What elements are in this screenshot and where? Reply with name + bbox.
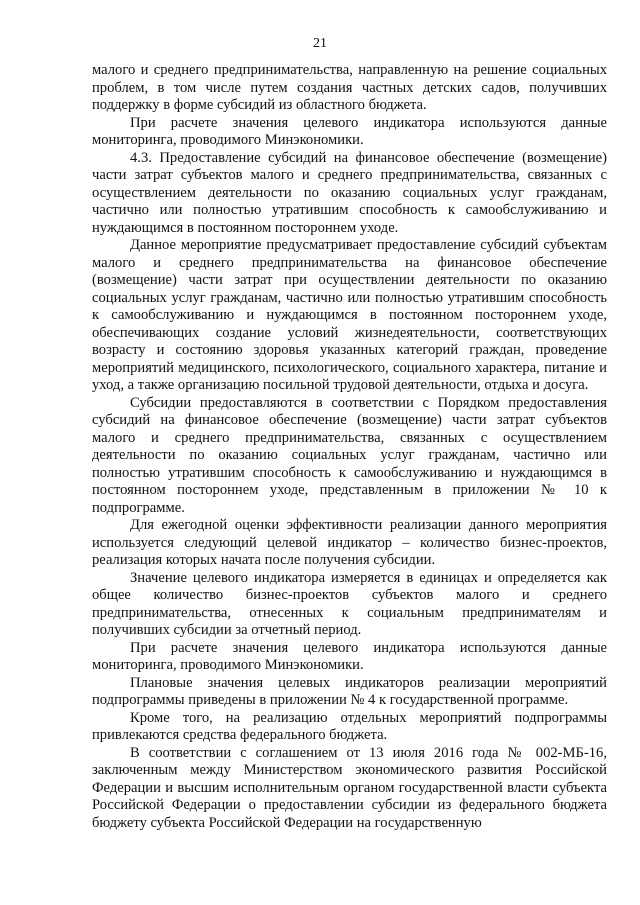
paragraph-2: При расчете значения целевого индикатора используются данные мониторинга, проводимого Минэкономики.: [92, 114, 607, 148]
document-body: [92, 62, 607, 832]
paragraph-6: Для ежегодной оценки эффективности реализации данного мероприятия используется следующий целевой индикатор – количество бизнес-проектов, реализация которых начата после получения субсидии.: [92, 517, 607, 568]
paragraph-4: Данное мероприятие предусматривает предоставление субсидий субъектам малого и среднего предпринимательства на финансовое обеспечение (возмещение) части затрат при осуществлении деятельности по оказанию социальных услуг гражданам, частично или полностью утратившим способность к самообслуживанию и нуждающимся в постоянном постороннем уходе, обеспечивающих создание условий жизнедеятельности, соответствующих возрасту и состоянию здоровья указанных категорий граждан, проведение мероприятий медицинского, психологического, социального характера, питание и уход, а также организацию посильной трудовой деятельности, отдыха и досуга.: [92, 237, 607, 393]
paragraph-8: При расчете значения целевого индикатора используются данные мониторинга, проводимого Минэкономики.: [92, 639, 607, 673]
paragraph-1: малого и среднего предпринимательства, направленную на решение социальных проблем, в том числе путем создания частных детских садов, получивших поддержку в форме субсидий из областного бюджета.: [92, 62, 607, 113]
paragraph-9: Плановые значения целевых индикаторов реализации мероприятий подпрограммы приведены в приложении № 4 к государственной программе.: [92, 674, 607, 708]
page-number: 21: [313, 36, 327, 51]
paragraph-7: Значение целевого индикатора измеряется в единицах и определяется как общее количество бизнес-проектов субъектов малого и среднего предпринимательства, отнесенных к социальным предпринимателям и получивших субсидии за отчетный период.: [92, 569, 607, 638]
paragraph-10: Кроме того, на реализацию отдельных мероприятий подпрограммы привлекаются средства федерального бюджета.: [92, 709, 607, 743]
paragraph-3: 4.3. Предоставление субсидий на финансовое обеспечение (возмещение) части затрат субъектов малого и среднего предпринимательства, связанных с осуществлением деятельности по оказанию социальных услуг гражданам, частично или полностью утратившим способность к самообслуживанию и нуждающимся в постоянном постороннем уходе.: [92, 149, 607, 236]
paragraph-5: Субсидии предоставляются в соответствии с Порядком предоставления субсидий на финансовое обеспечение (возмещение) части затрат субъектов малого и среднего предпринимательства, связанных с осуществлением деятельности по оказанию социальных услуг гражданам, частично или полностью утратившим способность к самообслуживанию и нуждающимся в постоянном постороннем уходе, представленным в приложении № 10 к подпрограмме.: [92, 394, 607, 516]
paragraph-11: В соответствии с соглашением от 13 июля 2016 года № 002-МБ-16, заключенным между Министерством экономического развития Российской Федерации и высшим исполнительным органом государственной власти субъекта Российской Федерации о предоставлении субсидии из федерального бюджета бюджету субъекта Российской Федерации на государственную: [92, 744, 607, 831]
